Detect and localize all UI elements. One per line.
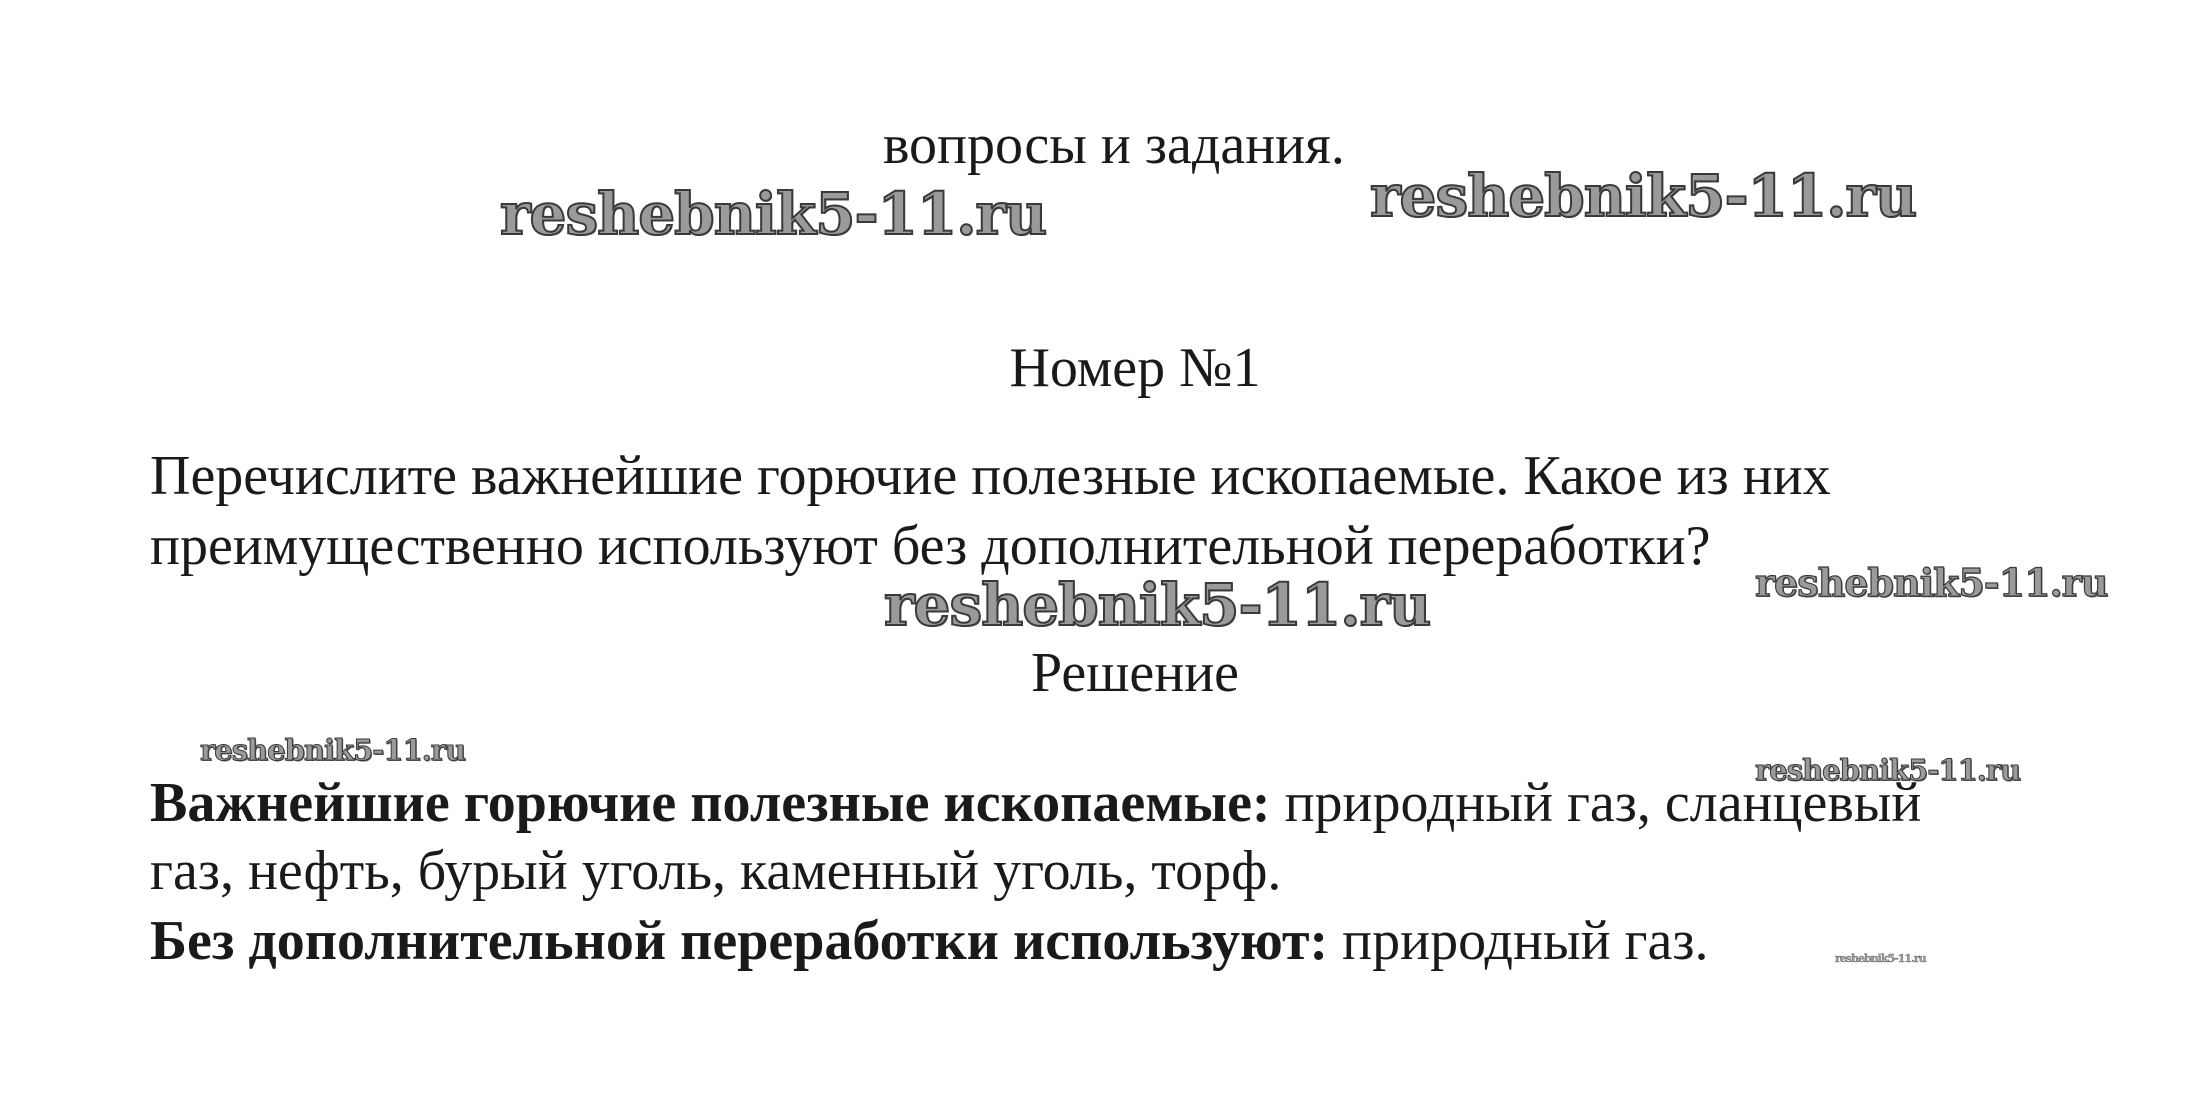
answer-2-text: природный газ. bbox=[1328, 910, 1709, 972]
watermark-answer-right: reshebnik5-11.ru bbox=[1755, 753, 2021, 787]
answer-1-line-1 bbox=[150, 772, 1922, 834]
problem-number: Номер №1 bbox=[1009, 337, 1261, 399]
watermark-top-left: reshebnik5-11.ru bbox=[500, 180, 1047, 248]
header-fragment: вопросы и задания. bbox=[883, 114, 1345, 176]
answer-1-label: Важнейшие горючие полезные ископаемые: bbox=[150, 772, 1271, 834]
solution-heading: Решение bbox=[1030, 642, 1240, 704]
question-line-2: преимущественно используют без дополнительной переработки? bbox=[150, 515, 1711, 577]
watermark-question-right: reshebnik5-11.ru bbox=[1755, 560, 2108, 605]
watermark-answer-left: reshebnik5-11.ru bbox=[200, 733, 466, 767]
question-line-1: Перечислите важнейшие горючие полезные ископаемые. Какое из них bbox=[150, 445, 1831, 507]
watermark-tiny: reshebnik5-11.ru bbox=[1835, 952, 1926, 965]
answer-2-line bbox=[150, 910, 1709, 972]
watermark-middle: reshebnik5-11.ru bbox=[884, 571, 1431, 639]
answer-1-line-2: газ, нефть, бурый уголь, каменный уголь, торф. bbox=[150, 840, 1282, 902]
watermark-top-right: reshebnik5-11.ru bbox=[1370, 162, 1917, 230]
answer-2-label: Без дополнительной переработки используют: bbox=[150, 910, 1329, 972]
answer-1-text: природный газ, сланцевый bbox=[1270, 772, 1922, 834]
